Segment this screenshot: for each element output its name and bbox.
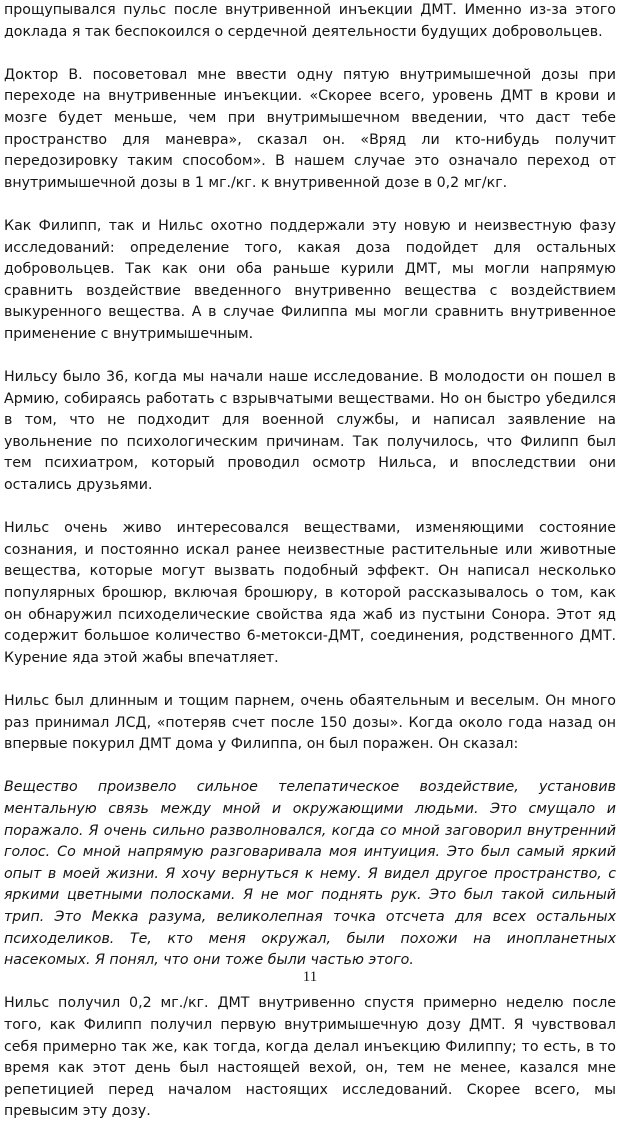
paragraph-nils-background: Нильсу было 36, когда мы начали наше исследование. В молодости он пошел в Армию, собираясь работать с взрывчатыми веществами. Но он быстро убедился в том, что не подходит для военной службы, и написал заявление на увольнение по психологическим причинам. Так получилось, что Филипп был тем психиатром, который проводил осмотр Нильса, и впоследствии они остались друзьями. — [4, 369, 616, 494]
document-page — [4, 0, 616, 1120]
paragraph-nils-description: Нильс был длинным и тощим парнем, очень обаятельным и веселым. Он много раз принимал ЛСД, «потеряв счет после 150 дозы». Когда около года назад он впервые покурил ДМТ дома у Филиппа, он был поражен. Он сказал: — [4, 693, 616, 753]
paragraph-dose-advice: Доктор В. посоветовал мне ввести одну пятую внутримышечной дозы при переходе на внутривенные инъекции. «Скорее всего, уровень ДМТ в крови и мозге будет меньше, чем при внутримышечном введении, что даст тебе пространство для маневра», сказал он. «Вряд ли кто-нибудь получит передозировку таким способом». В нашем случае это означало переход от внутримышечной дозы в 1 мг./кг. к внутривенной дозе в 0,2 мг/кг. — [4, 66, 616, 191]
paragraph-philipp-nils: Как Филипп, так и Нильс охотно поддержали эту новую и неизвестную фазу исследований: определение того, какая доза подойдет для остальных добровольцев. Так как они оба раньше курили ДМТ, мы могли напрямую сравнить воздействие введенного внутривенно вещества с воздействием выкуренного вещества. А в случае Филиппа мы могли сравнить внутривенное применение с внутримышечным. — [4, 217, 616, 342]
quote-nils-experience: Вещество произвело сильное телепатическое воздействие, установив ментальную связь между мной и окружающими людьми. Это смущало и поражало. Я очень сильно разволновался, когда со мной заговорил внутренний голос. Со мной напрямую разговаривала моя интуиция. Это был самый яркий опыт в моей жизни. Я хочу вернуться к нему. Я видел другое пространство, с яркими цветными полосками. Я не мог поднять рук. Это был такой сильный трип. Это Мекка разума, великолепная точка отсчета для всех остальных психоделиков. Те, кто меня окружал, были похожи на инопланетных насекомых. Я понял, что они тоже были частью этого. — [4, 779, 616, 969]
paragraph-nils-interests: Нильс очень живо интересовался веществами, изменяющими состояние сознания, и постоянно искал ранее неизвестные растительные или животные вещества, которые могут вызвать подобный эффект. Он написал несколько популярных брошюр, включая брошюру, в которой рассказывалось о том, как он обнаружил психоделические свойства яда жаб из пустыни Сонора. Этот яд содержит большое количество 6-метокси-ДМТ, соединения, родственного ДМТ. Курение яда этой жабы впечатляет. — [4, 520, 616, 666]
paragraph-dmt-report: прощупывался пульс после внутривенной инъекции ДМТ. Именно из-за этого доклада я так беспокоился о сердечной деятельности будущих добровольцев. — [4, 2, 616, 40]
page-number: 11 — [302, 969, 318, 985]
paragraph-nils-injection: Нильс получил 0,2 мг./кг. ДМТ внутривенно спустя примерно неделю после того, как Филипп получил первую внутримышечную дозу ДМТ. Я чувствовал себя примерно так же, как тогда, когда делал инъекцию Филиппу; то есть, в то время как этот день был настоящей вехой, он, тем не менее, казался мне репетицией перед началом настоящих исследований. Скорее всего, мы превысим эту дозу. — [4, 995, 616, 1120]
